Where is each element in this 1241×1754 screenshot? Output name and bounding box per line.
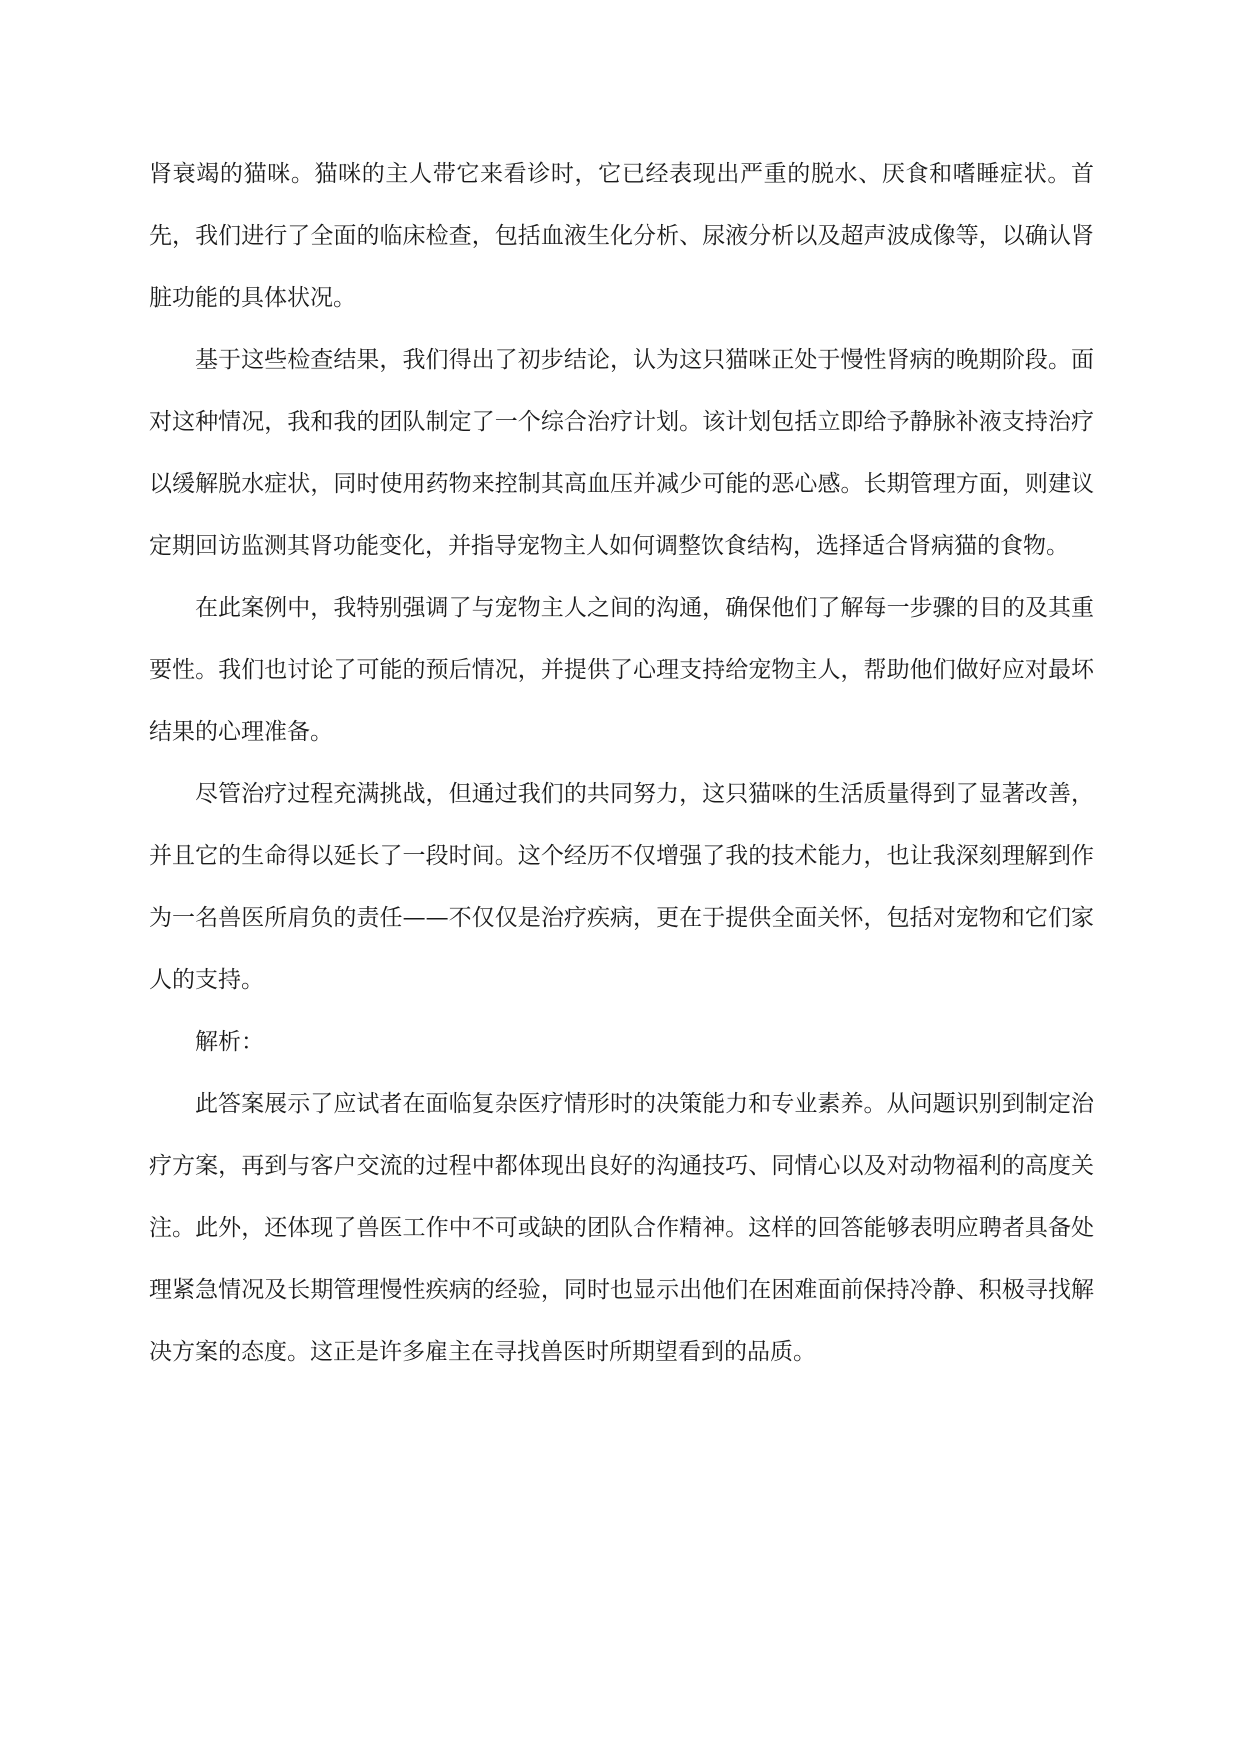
analysis-heading: 解析： <box>195 1029 264 1055</box>
paragraph-outcome: 尽管治疗过程充满挑战，但通过我们的共同努力，这只猫咪的生活质量得到了显著改善，并且它的生命得以延长了一段时间。这个经历不仅增强了我的技术能力，也让我深刻理解到作为一名兽医所肩负的责任——不仅仅是治疗疾病，更在于提供全面关怀，包括对宠物和它们家人的支持。 <box>149 781 1094 993</box>
paragraph-continuation: 肾衰竭的猫咪。猫咪的主人带它来看诊时，它已经表现出严重的脱水、厌食和嗜睡症状。首先，我们进行了全面的临床检查，包括血液生化分析、尿液分析以及超声波成像等，以确认肾脏功能的具体状况。 <box>149 161 1094 311</box>
paragraph-communication: 在此案例中，我特别强调了与宠物主人之间的沟通，确保他们了解每一步骤的目的及其重要性。我们也讨论了可能的预后情况，并提供了心理支持给宠物主人，帮助他们做好应对最坏结果的心理准备。 <box>149 595 1094 745</box>
paragraph-analysis: 此答案展示了应试者在面临复杂医疗情形时的决策能力和专业素养。从问题识别到制定治疗方案，再到与客户交流的过程中都体现出良好的沟通技巧、同情心以及对动物福利的高度关注。此外，还体现了兽医工作中不可或缺的团队合作精神。这样的回答能够表明应聘者具备处理紧急情况及长期管理慢性疾病的经验，同时也显示出他们在困难面前保持冷静、积极寻找解决方案的态度。这正是许多雇主在寻找兽医时所期望看到的品质。 <box>149 1091 1094 1365</box>
document-body <box>149 143 1094 1383</box>
paragraph-diagnosis: 基于这些检查结果，我们得出了初步结论，认为这只猫咪正处于慢性肾病的晚期阶段。面对这种情况，我和我的团队制定了一个综合治疗计划。该计划包括立即给予静脉补液支持治疗以缓解脱水症状，同时使用药物来控制其高血压并减少可能的恶心感。长期管理方面，则建议定期回访监测其肾功能变化，并指导宠物主人如何调整饮食结构，选择适合肾病猫的食物。 <box>149 347 1094 559</box>
